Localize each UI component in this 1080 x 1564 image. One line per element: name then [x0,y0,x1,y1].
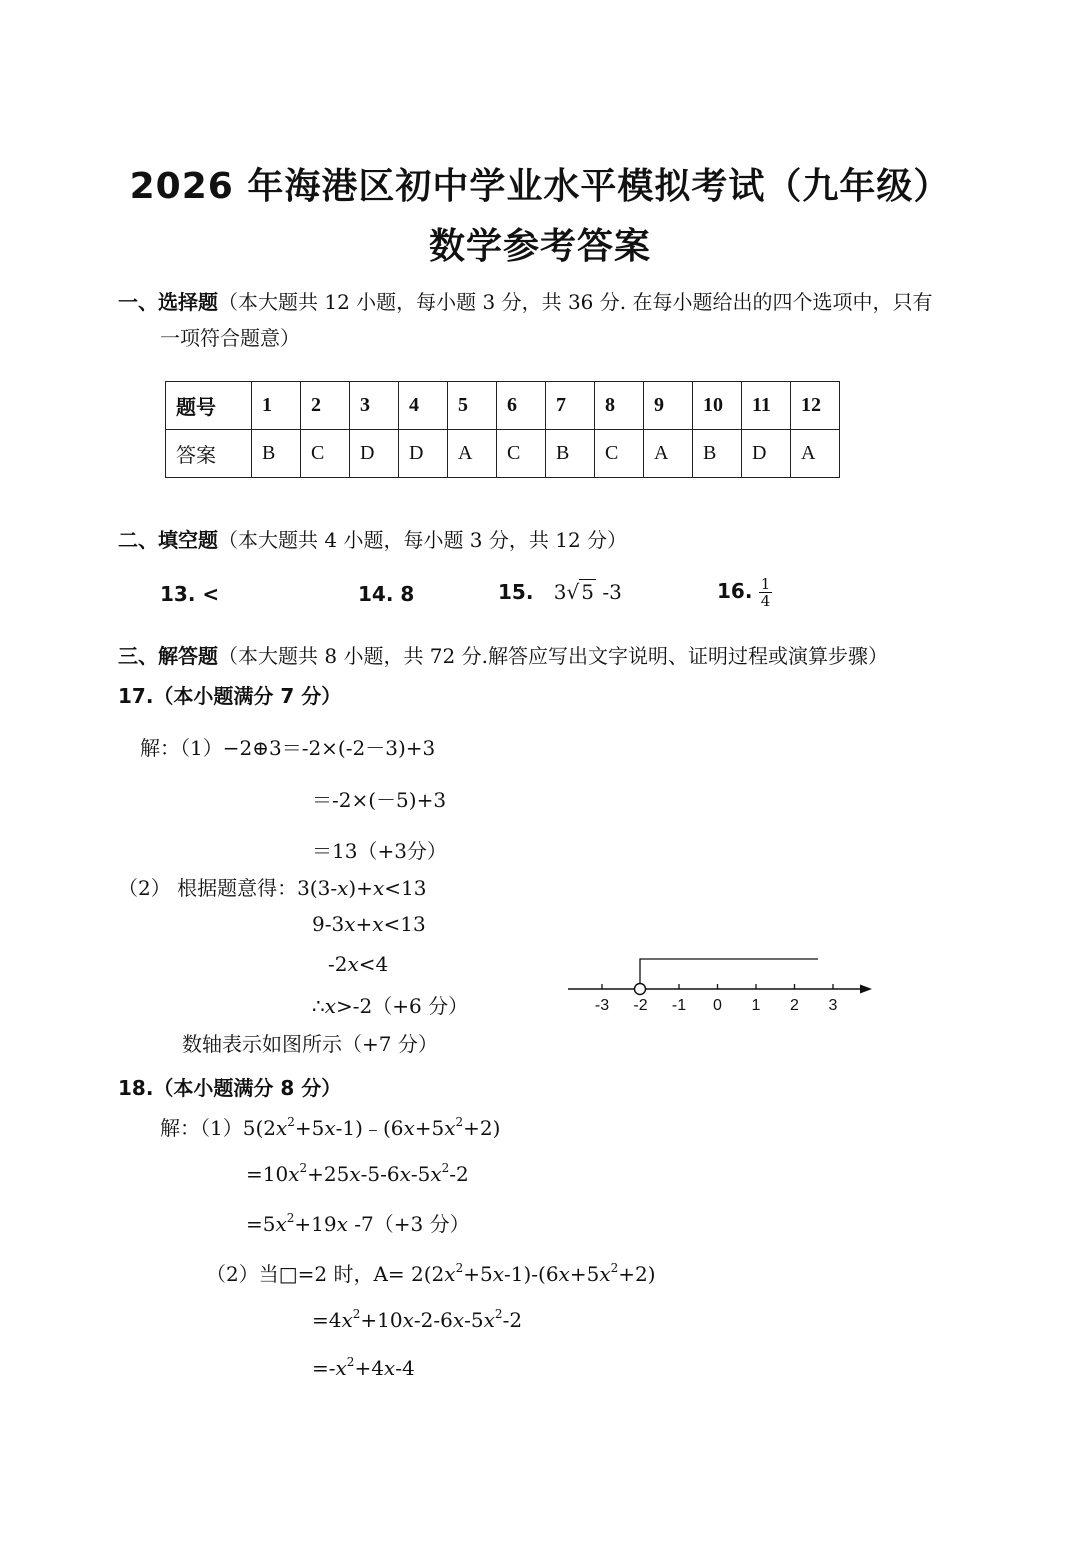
number-line-tick-label: 2 [790,997,799,1014]
open-circle-point [635,984,646,995]
answer-cell: B [546,430,595,478]
section1-heading: 一、选择题 [118,290,218,314]
answer-15-tail: -3 [596,580,622,604]
answer-15-coef: 3 [553,580,567,604]
number-line-tick-label: -1 [671,997,687,1014]
answer-15 [498,580,622,604]
sqrt-icon: √ [566,580,580,604]
q18-part2-line3: $=-x^2+4x-4$ [312,1355,415,1380]
section1-desc: （本大题共 12 小题，每小题 3 分，共 36 分. 在每小题给出的四个选项中，只有 [218,290,933,314]
q18-step-2: $=10x^2+25x-5-6x-5x^2-2$ [246,1161,469,1186]
answer-cell: B [693,430,742,478]
section3-heading: 三、解答题 [118,644,218,668]
question-number: 11 [742,382,791,430]
question-number: 12 [791,382,840,430]
row-header-answer: 答案 [166,430,252,478]
q17-part2-line5: 数轴表示如图所示（+7 分） [182,1032,438,1056]
q17-part2-line1-suffix: <13 [384,876,427,900]
q17-part2-line4-b: >-2（+6 分） [336,994,469,1018]
document-subtitle: 数学参考答案 [428,226,651,267]
number-line-tick-label: 3 [828,997,838,1014]
question-number: 1 [252,382,301,430]
answer-cell: A [644,430,693,478]
question-number: 7 [546,382,595,430]
answer-cell: C [595,430,644,478]
question-number: 2 [301,382,350,430]
fraction-denominator: 4 [760,592,771,610]
section1-desc2: 一项符合题意） [160,326,300,350]
q18-part2-line2: $=4x^2+10x-2-6x-5x^2-2$ [312,1307,523,1332]
section2-desc: （本大题共 4 小题，每小题 3 分，共 12 分） [218,528,628,552]
q17-part2-line2-a: 9-3 [312,912,345,936]
q17-heading: 17.（本小题满分 7 分） [118,684,342,708]
number-line-tick-label: 0 [713,997,722,1014]
therefore-icon: ∴ [312,994,325,1018]
section3-heading-line [118,640,888,669]
answer-table [165,381,840,478]
answer-cell: A [448,430,497,478]
section2-heading-line [118,524,627,553]
fraction-numerator: 1 [760,575,771,593]
section2-heading: 二、填空题 [118,528,218,552]
answer-15-label: 15. [498,580,534,604]
document-title: 2026 年海港区初中学业水平模拟考试（九年级） [129,166,951,207]
question-number: 6 [497,382,546,430]
number-line-tick-label: -3 [594,997,610,1014]
q17-part2-line1: （2） 根据题意得：3(3-x)+x<13 [118,876,427,900]
q18-part2-line2-prefix: =4 [312,1308,342,1332]
question-number: 4 [399,382,448,430]
answer-15-radicand: 5 [581,580,595,604]
q17-part2-line1-prefix: （2） 根据题意得：3(3- [118,876,338,900]
answer-16-label: 16. [717,579,753,603]
number-line-tick-label: 1 [751,997,761,1014]
answer-cell: C [301,430,350,478]
q17-part2-line2-b: <13 [383,912,426,936]
question-number: 10 [693,382,742,430]
question-number: 9 [644,382,693,430]
answer-table-number-row [166,382,840,430]
q18-part2-line3-prefix: =- [312,1356,336,1380]
q18-step-3-suffix: -7（+3 分） [347,1212,470,1236]
row-header-number: 题号 [166,382,252,430]
q18-step-3: $=5x^2+19x$ -7（+3 分） [246,1211,470,1236]
answer-cell: B [252,430,301,478]
answer-cell: D [350,430,399,478]
q17-step-1: 解：（1）−2⊕3＝-2×(-2－3)+3 [140,736,436,760]
solution-ray [640,959,818,983]
answer-table-answer-row [166,430,840,478]
q17-step-2: ＝-2×(－5)+3 [312,788,447,812]
q17-step-3: ＝13（+3分） [312,839,447,863]
q18-step-1: 解：$(1)5(2x^2+5x-1)﹣(6x+5x^2+2)$ [160,1115,501,1140]
q17-part2-line3-a: -2 [328,952,348,976]
question-number: 8 [595,382,644,430]
q18-step-2-prefix: =10 [246,1162,289,1186]
q17-part2-line4: ∴x>-2（+6 分） [312,994,469,1018]
question-number: 5 [448,382,497,430]
q18-heading: 18.（本小题满分 8 分） [118,1076,342,1100]
q17-part2-line3-b: <4 [358,952,389,976]
section3-desc: （本大题共 8 小题，共 72 分.解答应写出文字说明、证明过程或演算步骤） [218,644,888,668]
answer-cell: D [399,430,448,478]
number-line-diagram [560,950,880,1020]
answer-cell: A [791,430,840,478]
answer-cell: D [742,430,791,478]
answer-14: 14. 8 [358,582,415,606]
q18-step-3-prefix: =5 [246,1212,276,1236]
arrow-right-icon [860,985,872,994]
q18-part2-line1-prefix: （2）当□=2 时，A= 2(2 [206,1262,445,1286]
question-number: 3 [350,382,399,430]
section1-heading-line [118,286,932,315]
answer-16-fraction [759,576,773,609]
q18-step-1-prefix: 解：（1）5(2 [160,1116,276,1140]
answer-13: 13. < [160,582,220,606]
answer-cell: C [497,430,546,478]
q18-part2-line1: （2）当□=2 时，$A= 2(2x^2+5x-1)-(6x+5x^2+2)$ [206,1261,656,1286]
answer-16 [717,576,772,609]
number-line-tick-label: -2 [633,997,648,1014]
q17-part2-line2: 9-3x+x<13 [312,912,426,936]
q17-part2-line3: -2x<4 [328,952,389,976]
